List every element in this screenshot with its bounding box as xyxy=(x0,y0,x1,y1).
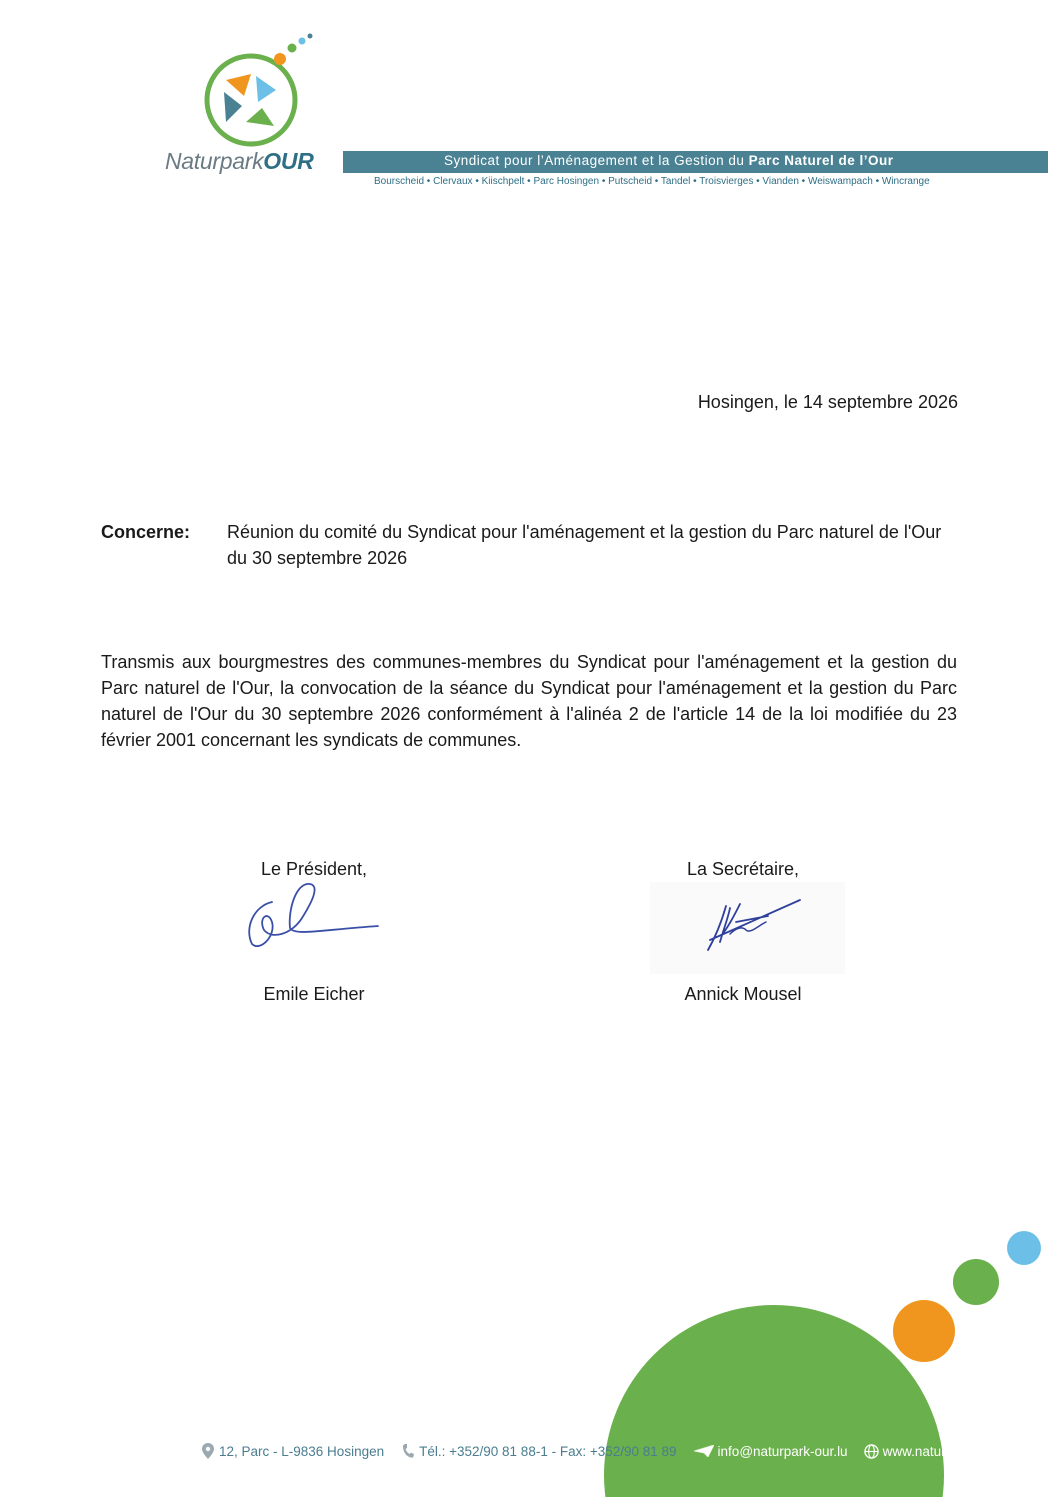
secretary-name: Annick Mousel xyxy=(684,984,802,1004)
globe-icon xyxy=(864,1443,880,1459)
letter-body: Transmis aux bourgmestres des communes-membres du Syndicat pour l'aménagement et la gestion du Parc naturel de l'Our, la convocation de la séance du Syndicat pour l'aménagement et la gestion du Parc naturel de l'Our du 30 septembre 2026 conformément à l'alinéa 2 de l'article 14 de la loi modifiée du 23 février 2001 concernant les syndicats de communes. xyxy=(101,652,957,750)
footer-email[interactable]: info@naturpark-our.lu xyxy=(717,1443,848,1459)
concerne-label: Concerne: xyxy=(101,522,191,542)
secretary-signature xyxy=(650,882,845,974)
footer-address: 12, Parc - L-9836 Hosingen xyxy=(219,1443,385,1459)
brand-prefix: Naturpark xyxy=(165,148,264,174)
letter-date: Hosingen, le 14 septembre 2026 xyxy=(697,392,958,412)
president-signature xyxy=(240,880,385,952)
footer-phone: Tél.: +352/90 81 88-1 - Fax: +352/90 81 89 xyxy=(419,1443,677,1459)
location-pin-icon xyxy=(200,1443,216,1459)
naturpark-our-logo xyxy=(196,30,326,152)
banner-title xyxy=(444,153,893,168)
secretary-title: La Secrétaire, xyxy=(686,859,800,879)
footer-contact xyxy=(200,1443,1009,1459)
footer-website[interactable]: www.naturpark-our.lu xyxy=(882,1443,1010,1459)
brand-name xyxy=(165,148,314,175)
banner-bold: Parc Naturel de l’Our xyxy=(748,153,894,168)
banner-prefix: Syndicat pour l’Aménagement et la Gestion du xyxy=(444,153,749,168)
phone-icon xyxy=(400,1443,416,1459)
president-name: Emile Eicher xyxy=(263,984,365,1004)
brand-suffix: OUR xyxy=(263,148,314,174)
president-title: Le Président, xyxy=(260,859,368,879)
concerne-text: Réunion du comité du Syndicat pour l'aménagement et la gestion du Parc naturel de l'Our du 30 septembre 2026 xyxy=(227,522,942,568)
communes-list: Bourscheid • Clervaux • Kiischpelt • Parc Hosingen • Putscheid • Tandel • Troisvierges • Vianden • Weiswampach • Wincrange xyxy=(374,176,930,187)
paper-plane-icon xyxy=(693,1443,715,1459)
